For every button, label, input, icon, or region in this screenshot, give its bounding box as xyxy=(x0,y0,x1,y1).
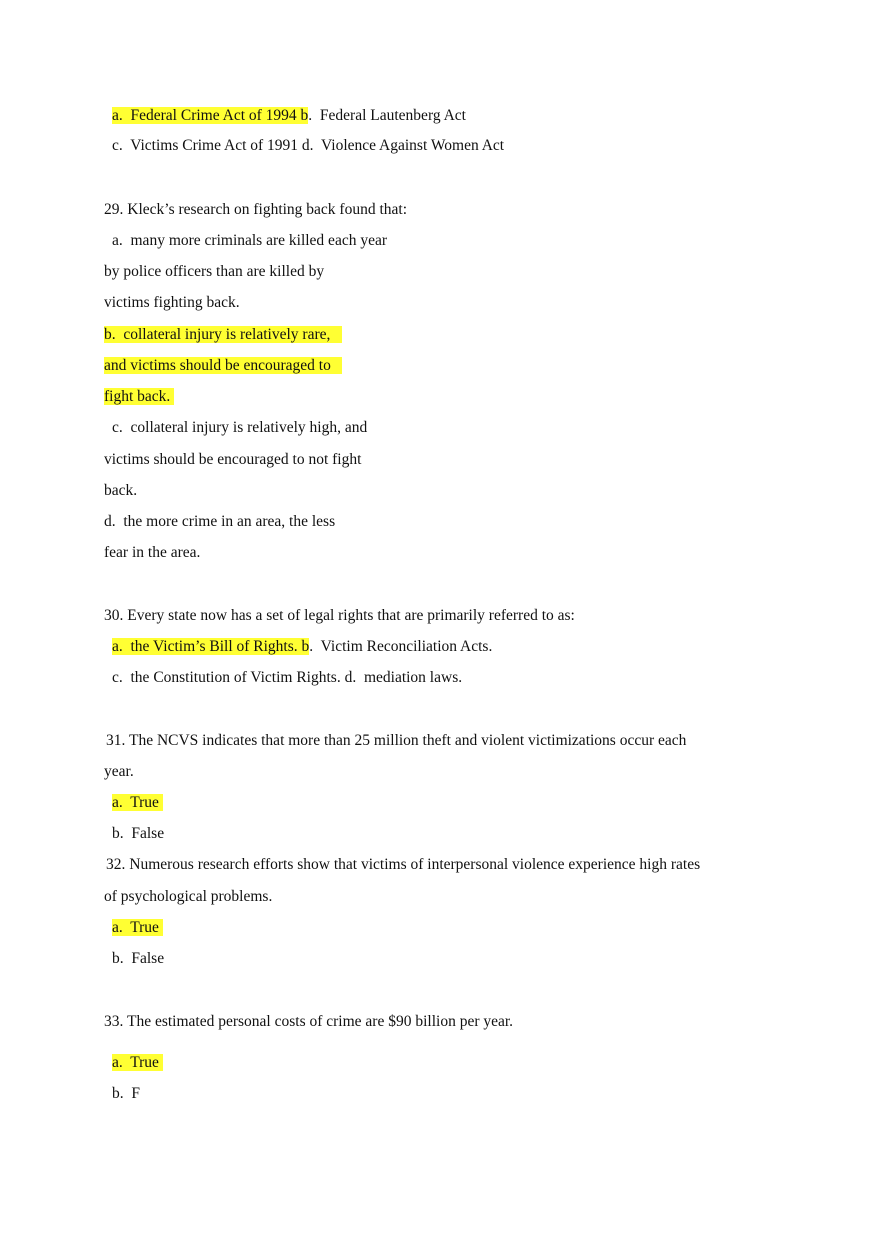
q29-answer-highlight-2: and victims should be encouraged to xyxy=(104,357,343,374)
q28-option-b-text: . Federal Lautenberg Act xyxy=(308,107,466,124)
q30-option-b-text: . Victim Reconciliation Acts. xyxy=(309,638,493,655)
q33-option-a xyxy=(112,1053,163,1073)
q31-question-line2: year. xyxy=(104,763,134,780)
q29-option-c-line2: victims should be encouraged to not fight xyxy=(104,451,362,468)
q29-option-d-line1: d. the more crime in an area, the less xyxy=(104,513,336,530)
q29-option-b-line3 xyxy=(104,387,174,407)
q32-option-a xyxy=(112,918,163,938)
q29-answer-highlight-3: fight back. xyxy=(104,388,175,405)
q30-option-c-d: c. the Constitution of Victim Rights. d. mediation laws. xyxy=(112,669,463,686)
q29-option-d-line2: fear in the area. xyxy=(104,544,201,561)
q33-question: 33. The estimated personal costs of crime are $90 billion per year. xyxy=(104,1013,514,1030)
q31-question-line1: 31. The NCVS indicates that more than 25 million theft and violent victimizations occur each xyxy=(106,732,687,749)
q30-question: 30. Every state now has a set of legal rights that are primarily referred to as: xyxy=(104,607,575,624)
q29-option-a-line1: a. many more criminals are killed each year xyxy=(112,232,387,249)
q29-option-c-line3: back. xyxy=(104,482,138,499)
q31-option-b: b. False xyxy=(112,825,165,842)
q32-option-b: b. False xyxy=(112,950,165,967)
q29-option-b-line1 xyxy=(104,325,342,345)
q31-option-a xyxy=(112,793,163,813)
q31-answer-highlight: a. True xyxy=(112,794,163,811)
q28-option-c-d: c. Victims Crime Act of 1991 d. Violence Against Women Act xyxy=(112,137,505,154)
q29-option-c-line1: c. collateral injury is relatively high, and xyxy=(112,419,368,436)
q30-answer-highlight: a. the Victim’s Bill of Rights. b xyxy=(112,638,310,655)
q32-question-line1: 32. Numerous research efforts show that victims of interpersonal violence experience high rates xyxy=(106,856,701,873)
q30-option-a-b xyxy=(112,637,492,657)
q29-answer-highlight-1: b. collateral injury is relatively rare, xyxy=(104,326,343,343)
q28-option-a-b xyxy=(112,106,466,126)
q29-option-a-line2: by police officers than are killed by xyxy=(104,263,325,280)
q28-answer-highlight: a. Federal Crime Act of 1994 b xyxy=(112,107,309,124)
q32-answer-highlight: a. True xyxy=(112,919,163,936)
q29-option-b-line2 xyxy=(104,356,342,376)
q29-option-a-line3: victims fighting back. xyxy=(104,294,240,311)
q33-answer-highlight: a. True xyxy=(112,1054,163,1071)
q33-option-b: b. F xyxy=(112,1085,140,1102)
q32-question-line2: of psychological problems. xyxy=(104,888,273,905)
q29-question: 29. Kleck’s research on fighting back found that: xyxy=(104,201,408,218)
